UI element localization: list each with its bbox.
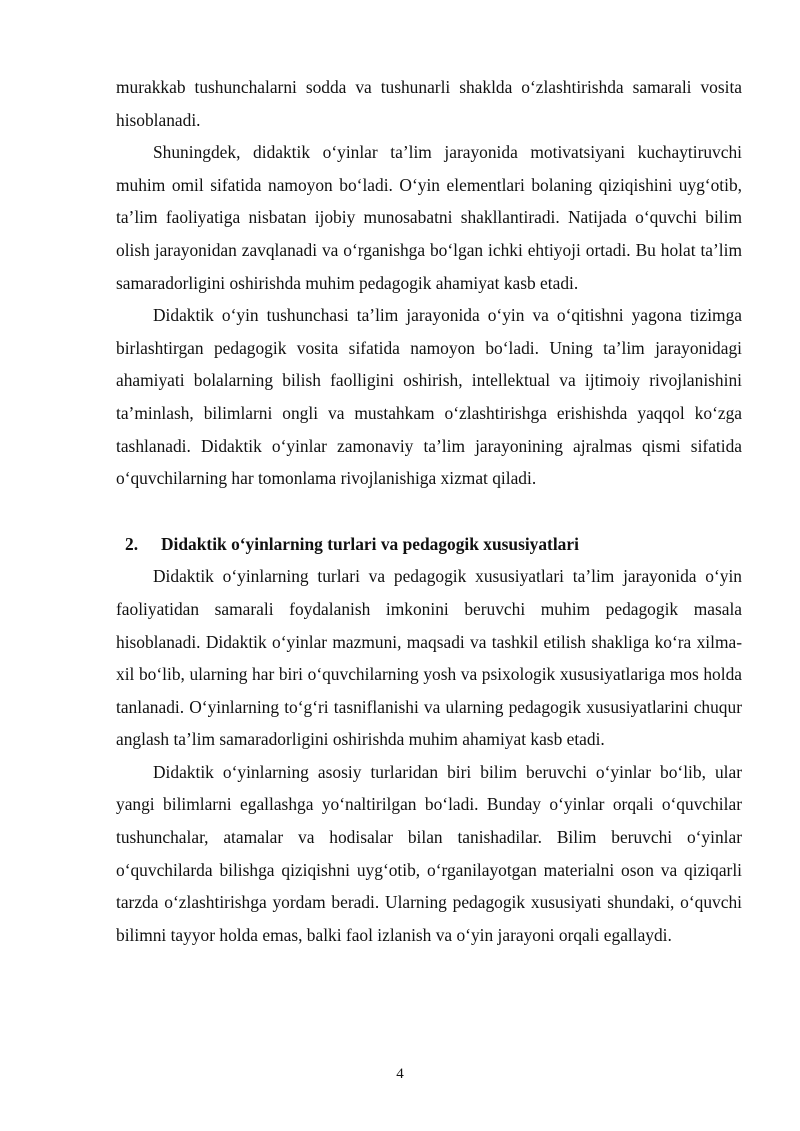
paragraph-types-intro: Didaktik o‘yinlarning turlari va pedagogik xususiyatlari ta’lim jarayonida o‘yin faoliyatidan samarali foydalanish imkonini beruvchi muhim pedagogik masala hisoblanadi. Didaktik o‘yinlar mazmuni, maqsadi va tashkil etilish shakliga ko‘ra xilma-xil bo‘lib, ularning har biri o‘quvchilarning yosh va psixologik xususiyatlariga mos holda tanlanadi. O‘yinlarning to‘g‘ri tasniflanishi va ularning pedagogik xususiyatlarini chuqur anglash ta’lim samaradorligini oshirishda muhim ahamiyat kasb etadi.: [116, 566, 742, 750]
paragraph-motivation: Shuningdek, didaktik o‘yinlar ta’lim jarayonida motivatsiyani kuchaytiruvchi muhim omil sifatida namoyon bo‘ladi. O‘yin elementlari bolaning qiziqishini uyg‘otib, ta’lim faoliyatiga nisbatan ijobiy munosabatni shakllantiradi. Natijada o‘quvchi bilim olish jarayonidan zavqlanadi va o‘rganishga bo‘lgan ichki ehtiyoji ortadi. Bu holat ta’lim samaradorligini oshirishda muhim pedagogik ahamiyat kasb etadi.: [116, 142, 742, 293]
section-number: 2.: [125, 533, 139, 554]
paragraph-knowledge-games: Didaktik o‘yinlarning asosiy turlaridan biri bilim beruvchi o‘yinlar bo‘lib, ular yangi bilimlarni egallashga yo‘naltirilgan bo‘ladi. Bunday o‘yinlar orqali o‘quvchilar tushunchalar, atamalar va hodisalar bilan tanishadilar. Bilim beruvchi o‘yinlar o‘quvchilarda bilishga qiziqishni uyg‘otib, o‘rganilayotgan materialni oson va qiziqarli tarzda o‘zlashtirishga yordam beradi. Ularning pedagogik xususiyati shundaki, o‘quvchi bilimni tayyor holda emas, balki faol izlanish va o‘yin jarayoni orqali egallaydi.: [116, 761, 742, 945]
page-number: 4: [396, 1066, 404, 1082]
section-title: Didaktik o‘yinlarning turlari va pedagogik xususiyatlari: [161, 533, 579, 554]
paragraph-didactic-game-concept: Didaktik o‘yin tushunchasi ta’lim jarayonida o‘yin va o‘qitishni yagona tizimga birlashtirgan pedagogik vosita sifatida namoyon bo‘ladi. Uning ta’lim jarayonidagi ahamiyati bolalarning bilish faolligini oshirish, intellektual va ijtimoiy rivojlanishini ta’minlash, bilimlarni ongli va mustahkam o‘zlashtirishga erishishda yaqqol ko‘zga tashlanadi. Didaktik o‘yinlar zamonaviy ta’lim jarayonining ajralmas qismi sifatida o‘quvchilarning har tomonlama rivojlanishiga xizmat qiladi.: [116, 305, 742, 489]
paragraph-continuation: murakkab tushunchalarni sodda va tushunarli shaklda o‘zlashtirishda samarali vosita hisoblanadi.: [116, 77, 742, 130]
section-heading: [116, 528, 742, 561]
document-page: [116, 71, 742, 951]
